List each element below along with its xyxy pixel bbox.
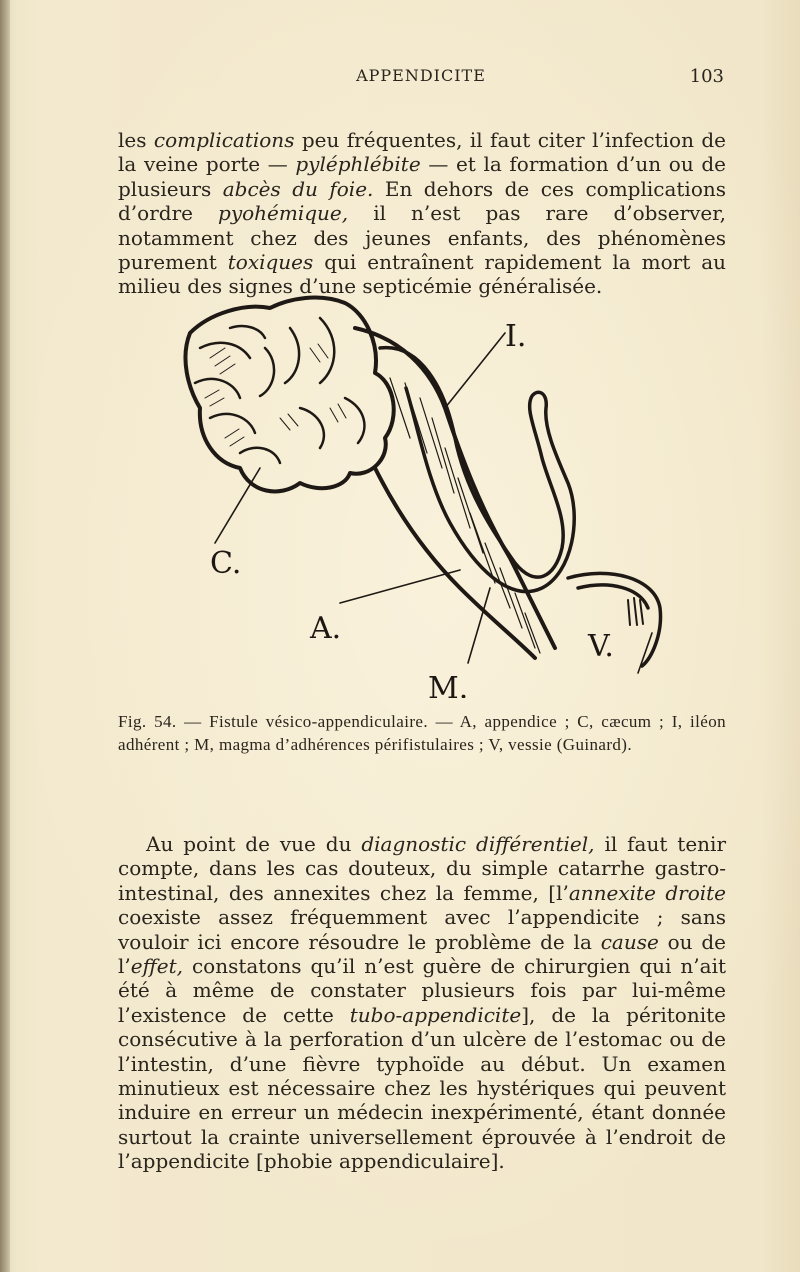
- paragraph-complications: [118, 128, 726, 299]
- leader-line-I: [445, 333, 505, 408]
- italic-term: cause: [600, 929, 659, 954]
- label-C: C.: [210, 546, 242, 581]
- text-run: ou de l’: [118, 929, 726, 979]
- appendix-outline: [355, 328, 555, 658]
- label-M: M.: [428, 671, 469, 698]
- italic-term: annexite droite: [568, 880, 727, 905]
- text-run: les: [118, 128, 154, 152]
- italic-term: diagnostic différentiel,: [361, 832, 595, 856]
- italic-term: complications: [153, 128, 295, 152]
- text-run: En dehors de ces complications d’ordre: [118, 176, 726, 226]
- caecum-folds: [195, 318, 364, 463]
- italic-term: toxiques: [227, 250, 314, 275]
- italic-term: effet,: [130, 954, 184, 979]
- label-V: V.: [588, 629, 614, 664]
- text-run: il n’est pas rare d’observer, notamment chez des jeunes enfants, des phénomènes purement: [118, 201, 726, 275]
- figure-drawing: [170, 288, 670, 698]
- appendix-striations: [390, 378, 540, 653]
- label-A: A.: [310, 611, 342, 646]
- text-run: ], de la péritonite consécutive à la perforation d’un ulcère de l’estomac ou de l’intestin, d’une fièvre typhoïde au début. Un examen minutieux est nécessaire chez les hystériques qui peuvent induire en erreur un médecin inexpérimenté, étant donnée surtout la crainte universellement éprouvée à l’endroit de l’appendicite [phobie appendiculaire].: [118, 1002, 726, 1174]
- anatomical-figure: [170, 288, 670, 698]
- text-run: il faut tenir compte, dans les cas douteux, du simple catarrhe gastro-intestinal, des annexites chez la femme, [l’: [118, 832, 727, 905]
- text-run: peu fréquentes, il faut citer l’infection de la veine porte —: [118, 128, 727, 177]
- page-binding-edge: [0, 0, 10, 1272]
- leader-line-A: [340, 570, 460, 603]
- bladder-marks: [628, 598, 643, 625]
- italic-term: tubo-appendicite: [349, 1002, 522, 1027]
- italic-term: pyléphlébite: [295, 152, 421, 177]
- running-head: [118, 66, 724, 90]
- text-run: qui entraînent rapidement la mort au milieu des signes d’une septicémie généralisée.: [118, 250, 727, 299]
- italic-term: abcès du foie.: [222, 176, 374, 201]
- figure-caption: Fig. 54. — Fistule vésico-appendiculaire. — A, appendice ; C, cæcum ; I, iléon adhérent ; M, magma d’adhérences périfistulaires ; V, vessie (Guinard).: [118, 712, 726, 754]
- leader-line-C: [215, 468, 260, 543]
- label-I: I.: [505, 319, 527, 354]
- text-run: Au point de vue du: [146, 832, 362, 856]
- text-run: coexiste assez fréquemment avec l’appendicite ; sans vouloir ici encore résoudre le problème de la: [118, 905, 726, 954]
- page-number: 103: [689, 66, 724, 87]
- running-title: APPENDICITE: [356, 66, 486, 85]
- caecum-outline: [185, 298, 393, 492]
- paragraph-diagnostic: [118, 832, 726, 1174]
- bladder-outline: [568, 573, 661, 666]
- text-run: — et la formation d’un ou de plusieurs: [118, 152, 726, 201]
- text-run: constatons qu’il n’est guère de chirurgien qui n’ait été à même de constater plusieurs fois par lui-même l’existence de cette: [118, 954, 726, 1027]
- italic-term: pyohémique,: [218, 201, 349, 226]
- ileum-loop: [380, 348, 574, 592]
